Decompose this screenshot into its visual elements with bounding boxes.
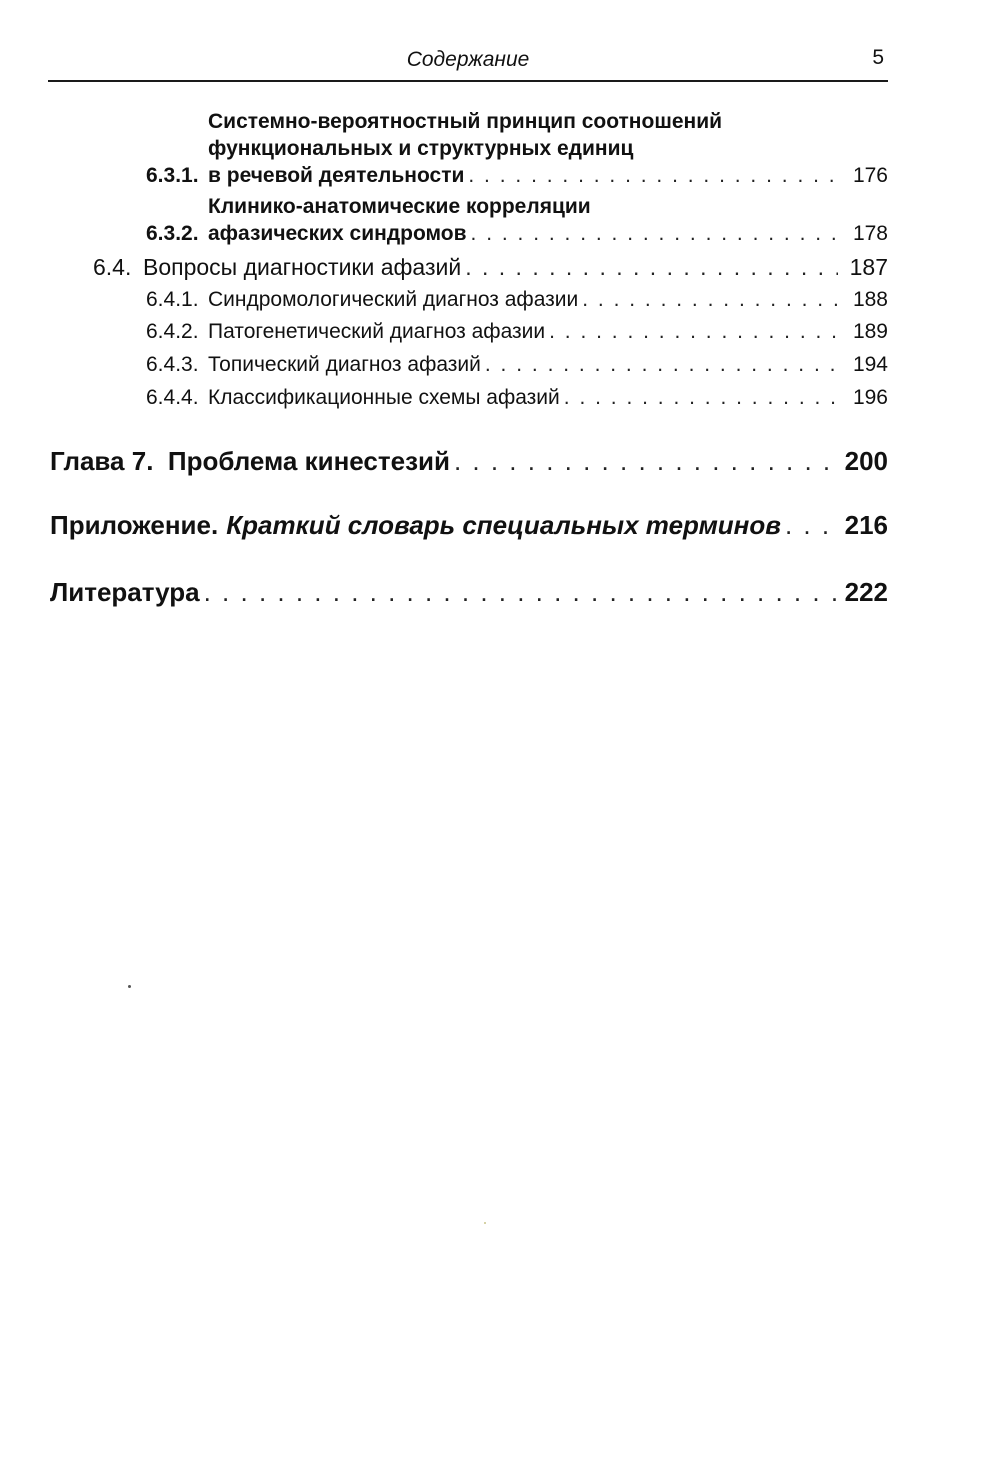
toc-entry-title-line-2: функциональных и структурных единиц: [208, 137, 634, 160]
toc-entry-page: 222: [844, 577, 888, 607]
toc-entry-label: Приложение.: [50, 510, 219, 540]
toc-entry-number: 6.4.2.: [146, 320, 199, 343]
toc-entry-page: 188: [852, 288, 888, 311]
toc-entry-6-4-4[interactable]: [146, 384, 888, 411]
toc-entry-title-line-1: Системно-вероятностный принцип соотношений: [208, 110, 723, 133]
toc-entry-title: Синдромологический диагноз афазии: [208, 288, 579, 311]
toc-entry-6-4-2[interactable]: [146, 318, 888, 345]
toc-entry-page: 187: [849, 254, 888, 280]
dot-leader: [454, 445, 838, 477]
toc-entry-number: 6.4.3.: [146, 353, 199, 376]
dot-leader: [564, 384, 838, 411]
dot-leader: [785, 509, 838, 541]
toc-entry-literature[interactable]: [50, 576, 888, 608]
page-number: 5: [872, 46, 884, 69]
dot-leader: [471, 220, 838, 247]
toc-entry-page: 200: [844, 446, 888, 476]
toc-entry-page: 196: [852, 386, 888, 409]
dot-leader: [582, 286, 838, 313]
toc-entry-number: 6.3.2.: [146, 222, 199, 245]
toc-entry-6-4-3[interactable]: [146, 351, 888, 378]
toc-entry-page: 189: [852, 320, 888, 343]
toc-entry-title: Топический диагноз афазий: [208, 353, 481, 376]
dot-leader: [468, 162, 838, 189]
toc-entry-appendix[interactable]: [50, 509, 888, 541]
dot-leader: [485, 351, 838, 378]
toc-entry-number: 6.4.1.: [146, 288, 199, 311]
toc-entry-title-line-1: Клинико-анатомические корреляции: [208, 195, 591, 218]
print-speck: [484, 1222, 486, 1224]
toc-entry-6-4[interactable]: [93, 254, 888, 281]
toc-entry-page: 194: [852, 353, 888, 376]
toc-entry-6-3-2[interactable]: [146, 193, 888, 247]
toc-entry-6-3-1[interactable]: [146, 108, 888, 189]
toc-entry-chapter-7[interactable]: [50, 445, 888, 477]
toc-entry-number: 6.3.1.: [146, 164, 199, 187]
toc-entry-title: Вопросы диагностики афазий: [143, 254, 462, 280]
running-head: [48, 44, 888, 82]
toc-entry-title-line-2: афазических синдромов: [208, 222, 467, 245]
toc-entry-page: 216: [844, 510, 888, 540]
print-speck: [128, 985, 131, 988]
toc-entry-title: Патогенетический диагноз афазии: [208, 320, 546, 343]
running-title: Содержание: [406, 48, 530, 71]
dot-leader: [549, 318, 838, 345]
toc-entry-number: 6.4.4.: [146, 386, 199, 409]
dot-leader: [204, 576, 838, 608]
toc-entry-page: 178: [852, 222, 888, 245]
toc-entry-title: Глава 7. Проблема кинестезий: [50, 446, 450, 476]
toc-entry-title-line-3: в речевой деятельности: [208, 164, 465, 187]
toc-entry-title: Краткий словарь специальных терминов: [226, 510, 781, 540]
dot-leader: [465, 254, 838, 281]
toc-entry-6-4-1[interactable]: [146, 286, 888, 313]
toc-entry-number: 6.4.: [93, 254, 132, 280]
toc-entry-title: Классификационные схемы афазий: [208, 386, 560, 409]
toc-entry-title: Литература: [50, 577, 200, 607]
toc-entry-page: 176: [852, 164, 888, 187]
